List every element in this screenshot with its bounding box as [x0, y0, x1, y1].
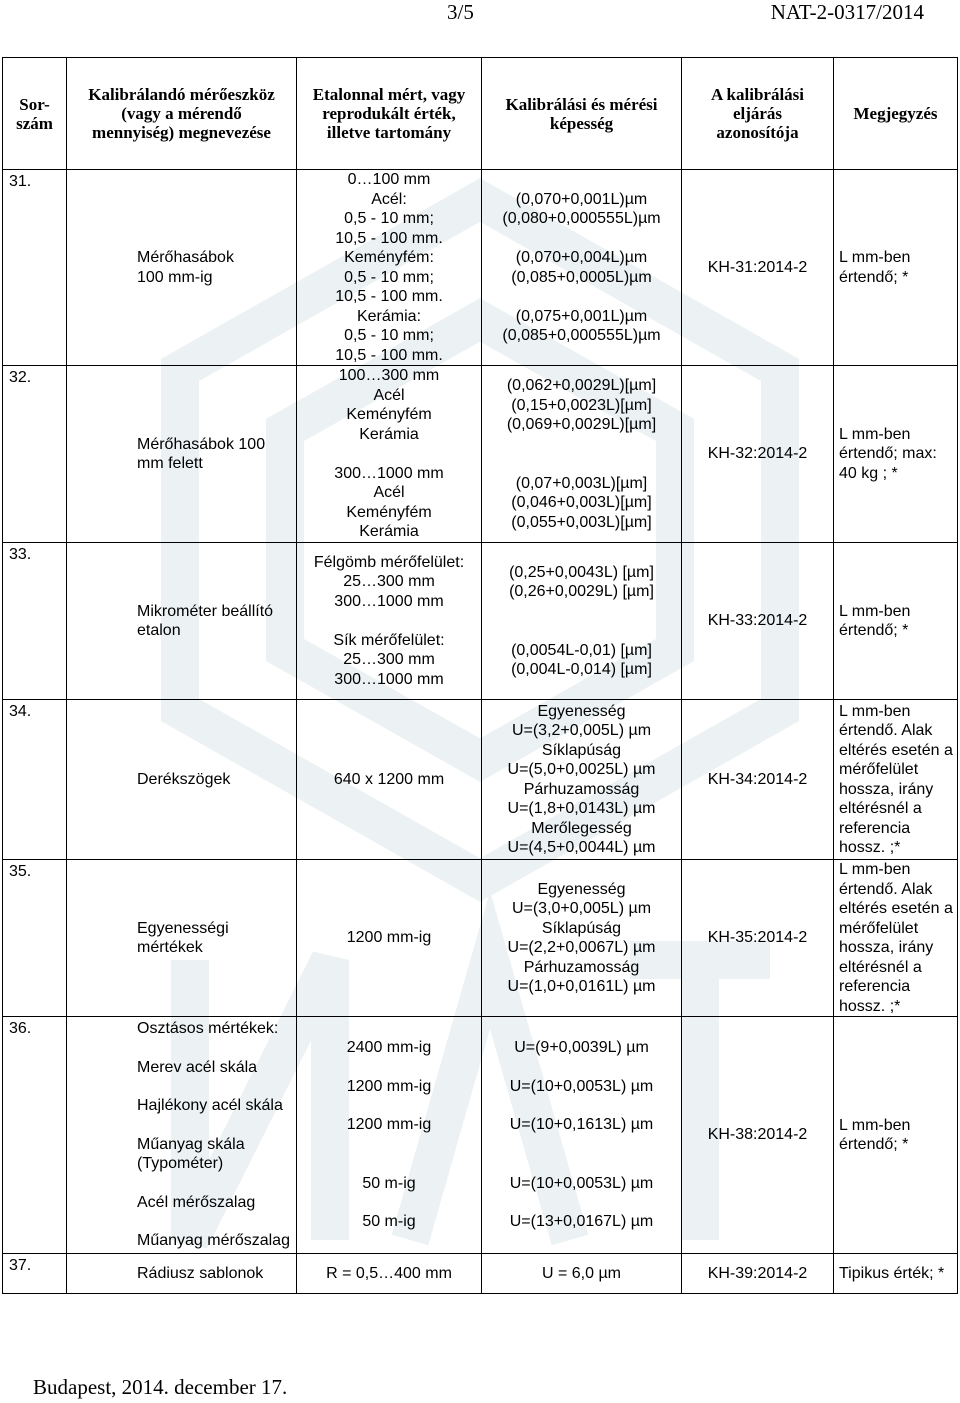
range-cell: 100…300 mm Acél Keményfém Kerámia 300…1000 mm Acél Keményfém Kerámia: [297, 366, 482, 543]
table-row: [3, 860, 958, 1017]
row-number: 36.: [3, 1017, 67, 1254]
instrument-name: Egyenességi mértékek: [67, 860, 297, 1017]
row-number: 32.: [3, 366, 67, 543]
instrument-name: Mérőhasábok 100 mm-ig: [67, 170, 297, 366]
row-number: 37.: [3, 1254, 67, 1294]
range-cell: Félgömb mérőfelület: 25…300 mm 300…1000 mm Sík mérőfelület: 25…300 mm 300…1000 mm: [297, 543, 482, 700]
instrument-name: Derékszögek: [67, 700, 297, 860]
range-cell: 640 x 1200 mm: [297, 700, 482, 860]
instrument-name: Rádiusz sablonok: [67, 1254, 297, 1294]
range-cell: 1200 mm-ig: [346, 1116, 432, 1133]
group-heading: Osztásos mértékek:: [137, 1020, 279, 1037]
row-number: 34.: [3, 700, 67, 860]
capability-cell: Egyenesség U=(3,0+0,005L) µm Síklapúság U=(2,2+0,0067L) µm Párhuzamosság U=(1,0+0,0161L) µm: [482, 860, 682, 1017]
capability-cell: U=(13+0,0167L) µm: [509, 1213, 654, 1230]
remark-cell: L mm-ben értendő; *: [834, 1017, 958, 1254]
col-header-instrument: Kalibrálandó mérőeszköz (vagy a mérendő mennyiség) megnevezése: [67, 58, 297, 170]
range-cell: 1200 mm-ig: [346, 1077, 432, 1095]
col-header-capability: Kalibrálási és mérési képesség: [482, 58, 682, 170]
table-header-row: [3, 58, 958, 170]
remark-cell: L mm-ben értendő. Alak eltérés esetén a mérőfelület hossza, irány eltérésnél a referencia hossz. ;*: [834, 700, 958, 860]
instrument-name: Mikrométer beállító etalon: [67, 543, 297, 700]
footer-date: Budapest, 2014. december 17.: [33, 1375, 288, 1399]
row-number: 33.: [3, 543, 67, 700]
table-row: [3, 543, 958, 700]
capability-cell: U = 6,0 µm: [482, 1254, 682, 1294]
range-group: [297, 1017, 482, 1254]
procedure-id: KH-35:2014-2: [682, 860, 834, 1017]
document-id: NAT-2-0317/2014: [770, 0, 924, 24]
page-header: [0, 0, 960, 30]
capability-cell: U=(10+0,1613L) µm: [509, 1116, 654, 1133]
table-row: [3, 700, 958, 860]
remark-cell: L mm-ben értendő. Alak eltérés esetén a mérőfelület hossza, irány eltérésnél a referencia hossz. ;*: [834, 860, 958, 1017]
procedure-id: KH-31:2014-2: [682, 170, 834, 366]
accreditation-table: [2, 57, 958, 1294]
sub-item-name: Műanyag skála (Typométer): [137, 1135, 245, 1172]
range-cell: 2400 mm-ig: [346, 1039, 432, 1056]
table-row: [3, 1017, 958, 1254]
sub-item-name: Acél mérőszalag: [137, 1193, 256, 1211]
range-cell: 1200 mm-ig: [297, 860, 482, 1017]
range-cell: 50 m-ig: [362, 1213, 416, 1230]
table-row: [3, 366, 958, 543]
capability-cell: U=(10+0,0053L) µm: [509, 1174, 654, 1192]
col-header-number: Sor- szám: [3, 58, 67, 170]
capability-cell: U=(9+0,0039L) µm: [514, 1039, 649, 1056]
capability-cell: (0,25+0,0043L) [µm] (0,26+0,0029L) [µm] (0,0054L-0,01) [µm] (0,004L-0,014) [µm]: [482, 543, 682, 700]
col-header-remark: Megjegyzés: [834, 58, 958, 170]
capability-cell: U=(10+0,0053L) µm: [509, 1077, 654, 1095]
sub-item-name: Műanyag mérőszalag: [137, 1232, 290, 1249]
range-cell: R = 0,5…400 mm: [297, 1254, 482, 1294]
instrument-name: Mérőhasábok 100 mm felett: [67, 366, 297, 543]
capability-cell: Egyenesség U=(3,2+0,005L) µm Síklapúság U=(5,0+0,0025L) µm Párhuzamosság U=(1,8+0,0143L) µm Merőlegesség U=(4,5+0,0044L) µm: [482, 700, 682, 860]
row-number: 31.: [3, 170, 67, 366]
capability-cell: (0,062+0,0029L)[µm] (0,15+0,0023L)[µm] (0,069+0,0029L)[µm] (0,07+0,003L)[µm] (0,046+0,003L)[µm] (0,055+0,003L)[µm]: [482, 366, 682, 543]
capability-group: [482, 1017, 682, 1254]
table-row: [3, 170, 958, 366]
procedure-id: KH-33:2014-2: [682, 543, 834, 700]
col-header-procedure: A kalibrálási eljárás azonosítója: [682, 58, 834, 170]
procedure-id: KH-38:2014-2: [682, 1017, 834, 1254]
sub-item-name: Hajlékony acél skála: [137, 1097, 283, 1114]
procedure-id: KH-39:2014-2: [682, 1254, 834, 1294]
capability-cell: (0,070+0,001L)µm (0,080+0,000555L)µm (0,070+0,004L)µm (0,085+0,0005L)µm (0,075+0,001L)µm (0,085+0,000555L)µm: [482, 170, 682, 366]
remark-cell: L mm-ben értendő; *: [834, 543, 958, 700]
remark-cell: L mm-ben értendő; *: [834, 170, 958, 366]
col-header-range: Etalonnal mért, vagy reprodukált érték, illetve tartomány: [297, 58, 482, 170]
page-number: 3/5: [447, 0, 474, 24]
remark-cell: L mm-ben értendő; max: 40 kg ; *: [834, 366, 958, 543]
sub-item-name: Merev acél skála: [137, 1058, 258, 1076]
procedure-id: KH-34:2014-2: [682, 700, 834, 860]
range-cell: 0…100 mm Acél: 0,5 - 10 mm; 10,5 - 100 mm. Keményfém: 0,5 - 10 mm; 10,5 - 100 mm. Kerámia: 0,5 - 10 mm; 10,5 - 100 mm.: [297, 170, 482, 366]
table-row: [3, 1254, 958, 1294]
row-number: 35.: [3, 860, 67, 1017]
range-cell: 50 m-ig: [362, 1174, 416, 1192]
remark-cell: Tipikus érték; *: [834, 1254, 958, 1294]
procedure-id: KH-32:2014-2: [682, 366, 834, 543]
instrument-group: [67, 1017, 297, 1254]
